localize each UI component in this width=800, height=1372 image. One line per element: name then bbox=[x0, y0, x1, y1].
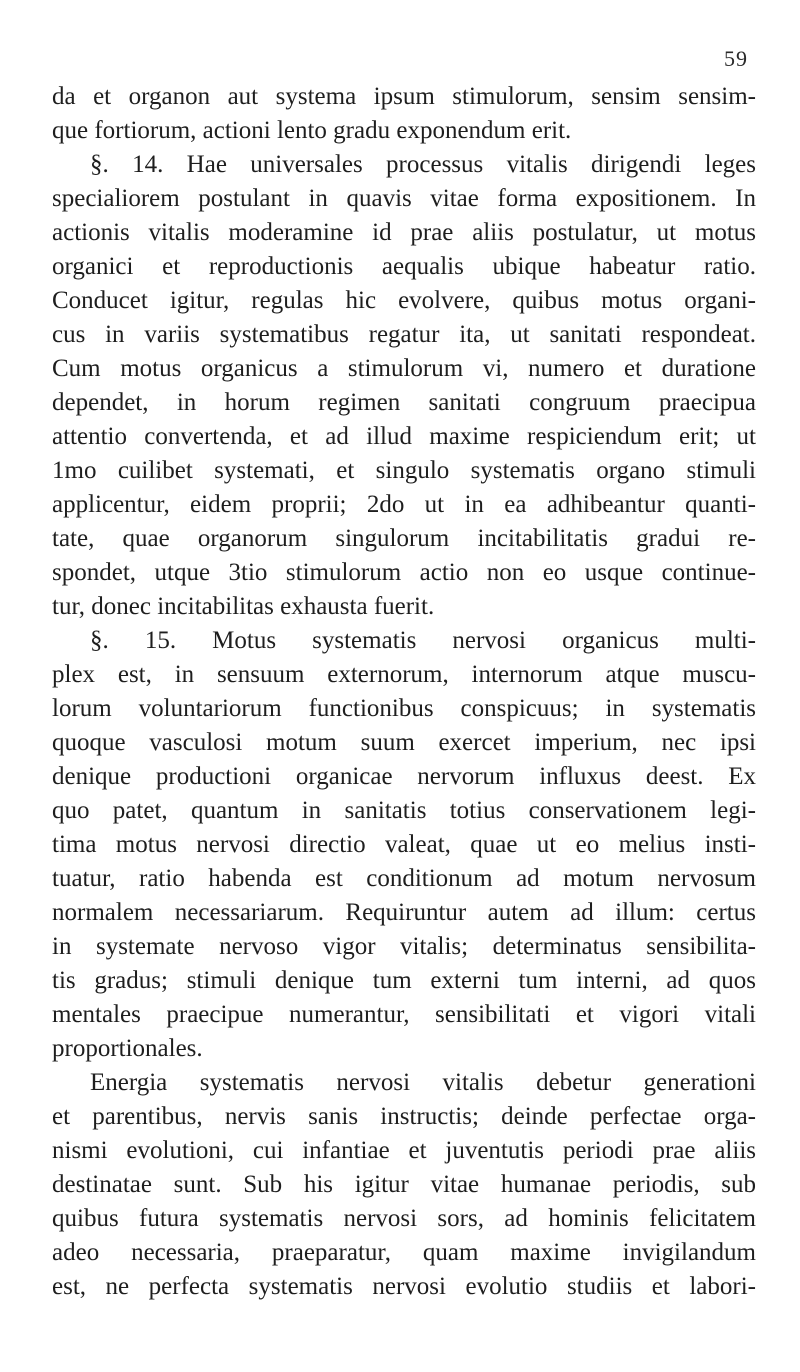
text-line: tima motus nervosi directio valeat, quae ut eo melius insti- bbox=[52, 831, 756, 858]
text-line: cus in variis systematibus regatur ita, ut sanitati respondeat. bbox=[52, 321, 756, 348]
text-line: tis gradus; stimuli denique tum externi tum interni, ad quos bbox=[52, 967, 756, 994]
text-line: mentales praecipue numerantur, sensibilitati et vigori vitali bbox=[52, 1001, 756, 1028]
text-line: 1mo cuilibet systemati, et singulo systematis organo stimuli bbox=[52, 457, 756, 484]
text-line: tate, quae organorum singulorum incitabilitatis gradui re- bbox=[52, 525, 756, 552]
text-line: denique productioni organicae nervorum influxus deest. Ex bbox=[52, 763, 756, 790]
text-line: Cum motus organicus a stimulorum vi, numero et duratione bbox=[52, 355, 756, 382]
text-line: et parentibus, nervis sanis instructis; deinde perfectae orga- bbox=[52, 1103, 756, 1130]
text-line: da et organon aut systema ipsum stimulorum, sensim sensim- bbox=[52, 83, 756, 110]
text-line: applicentur, eidem proprii; 2do ut in ea adhibeantur quanti- bbox=[52, 491, 756, 518]
text-line: normalem necessariarum. Requiruntur autem ad illum: certus bbox=[52, 899, 756, 926]
text-line: Conducet igitur, regulas hic evolvere, quibus motus organi- bbox=[52, 287, 756, 314]
text-line: lorum voluntariorum functionibus conspicuus; in systematis bbox=[52, 695, 756, 722]
text-line: proportionales. bbox=[52, 1035, 203, 1062]
text-line: actionis vitalis moderamine id prae aliis postulatur, ut motus bbox=[52, 219, 756, 246]
text-line: dependet, in horum regimen sanitati congruum praecipua bbox=[52, 389, 756, 416]
text-line: nismi evolutioni, cui infantiae et juventutis periodi prae aliis bbox=[52, 1137, 756, 1164]
text-line: est, ne perfecta systematis nervosi evolutio studiis et labori- bbox=[52, 1273, 756, 1300]
text-line: tuatur, ratio habenda est conditionum ad motum nervosum bbox=[52, 865, 756, 892]
text-line: quoque vasculosi motum suum exercet imperium, nec ipsi bbox=[52, 729, 756, 756]
text-line: quibus futura systematis nervosi sors, ad hominis felicitatem bbox=[52, 1205, 756, 1232]
text-line: organici et reproductionis aequalis ubique habeatur ratio. bbox=[52, 253, 756, 280]
text-line: que fortiorum, actioni lento gradu exponendum erit. bbox=[52, 117, 572, 144]
section-15-heading-line: §. 15. Motus systematis nervosi organicus multi- bbox=[90, 627, 756, 654]
text-line: tur, donec incitabilitas exhausta fuerit. bbox=[52, 593, 435, 620]
text-line: in systemate nervoso vigor vitalis; determinatus sensibilita- bbox=[52, 933, 756, 960]
page-number: 59 bbox=[724, 46, 748, 71]
text-line: attentio convertenda, et ad illud maxime respiciendum erit; ut bbox=[52, 423, 756, 450]
text-line: quo patet, quantum in sanitatis totius conservationem legi- bbox=[52, 797, 756, 824]
text-line: adeo necessaria, praeparatur, quam maxime invigilandum bbox=[52, 1239, 756, 1266]
text-body bbox=[52, 80, 756, 1304]
text-line: specialiorem postulant in quavis vitae forma expositionem. In bbox=[52, 185, 756, 212]
section-14-heading-line: §. 14. Hae universales processus vitalis dirigendi leges bbox=[90, 151, 756, 178]
text-line: destinatae sunt. Sub his igitur vitae humanae periodis, sub bbox=[52, 1171, 756, 1198]
text-line: Energia systematis nervosi vitalis debetur generationi bbox=[90, 1069, 756, 1096]
text-line: plex est, in sensuum externorum, internorum atque muscu- bbox=[52, 661, 756, 688]
text-line: spondet, utque 3tio stimulorum actio non eo usque continue- bbox=[52, 559, 756, 586]
